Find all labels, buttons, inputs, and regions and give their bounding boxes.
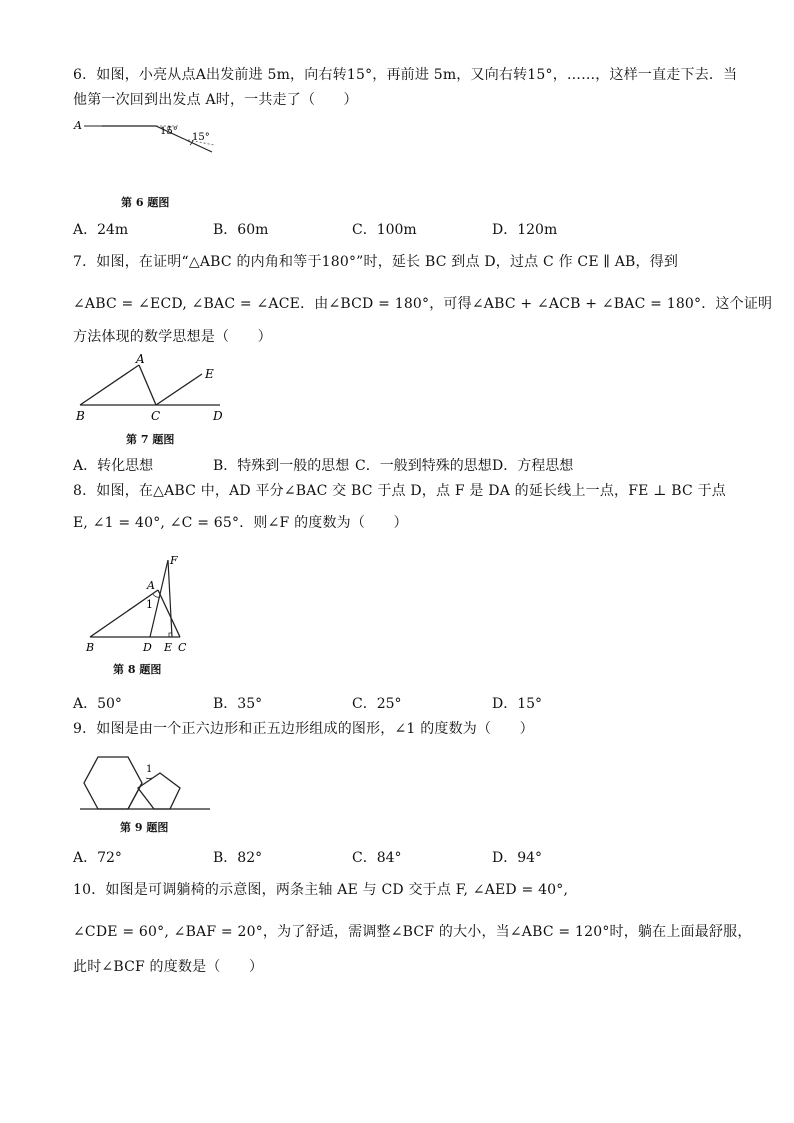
q9-option-b: B．82° <box>213 850 263 866</box>
q9-label-1: 1 <box>146 764 153 775</box>
q8-option-a: A．50° <box>73 696 122 712</box>
q6-line-1: 6．如图，小亮从点A出发前进 5m，向右转15°，再前进 5m，又向右转15°，……，这样一直走下去．当 <box>73 67 738 83</box>
q7-label-b: B <box>76 409 85 423</box>
q8-label-a: A <box>147 579 155 592</box>
q7-label-c: C <box>151 409 161 423</box>
q6-option-a: A．24m <box>73 222 129 238</box>
q6-label-a: A <box>74 119 82 132</box>
q10-line-3: 此时∠BCF 的度数是（ ） <box>73 959 264 975</box>
q9-option-c: C．84° <box>352 850 402 866</box>
q8-label-1: 1 <box>146 598 153 611</box>
q7-option-a: A．转化思想 <box>73 458 154 474</box>
q6-angle-1: 15° <box>160 126 178 137</box>
q8-option-c: C．25° <box>352 696 402 712</box>
q6-figure <box>72 114 222 164</box>
q7-label-e: E <box>205 367 214 381</box>
q7-line-1: 7．如图，在证明“△ABC 的内角和等于180°”时，延长 BC 到点 D，过点 C 作 CE ∥ AB，得到 <box>73 254 679 270</box>
q10-line-1: 10．如图是可调躺椅的示意图，两条主轴 AE 与 CD 交于点 F, ∠AED = 40°, <box>73 882 569 898</box>
q8-label-f: F <box>170 554 178 567</box>
q6-angle-2: 15° <box>192 132 210 143</box>
q8-label-b: B <box>86 641 95 652</box>
q8-option-d: D．15° <box>492 696 543 712</box>
q7-option-c: C．一般到特殊的思想 <box>355 458 492 474</box>
q7-label-a: A <box>136 352 145 366</box>
q8-line-2: E, ∠1 = 40°, ∠C = 65°．则∠F 的度数为（ ） <box>73 515 408 531</box>
q8-figure <box>80 552 200 652</box>
q8-option-b: B．35° <box>213 696 263 712</box>
q7-option-b: B．特殊到一般的思想 <box>213 458 350 474</box>
q9-option-a: A．72° <box>73 850 122 866</box>
q9-line-1: 9．如图是由一个正六边形和正五边形组成的图形，∠1 的度数为（ ） <box>73 721 534 737</box>
q8-line-1: 8．如图，在△ABC 中，AD 平分∠BAC 交 BC 于点 D，点 F 是 DA 的延长线上一点，FE ⊥ BC 于点 <box>73 483 726 499</box>
q7-line-3: 方法体现的数学思想是（ ） <box>73 329 272 345</box>
q9-figure <box>80 748 215 816</box>
q7-option-d: D．方程思想 <box>492 458 574 474</box>
q7-line-2: ∠ABC = ∠ECD, ∠BAC = ∠ACE．由∠BCD = 180°，可得∠ABC + ∠ACB + ∠BAC = 180°．这个证明 <box>73 296 773 312</box>
q6-option-b: B．60m <box>213 222 269 238</box>
q8-caption: 第 8 题图 <box>113 663 162 676</box>
q7-caption: 第 7 题图 <box>126 433 175 446</box>
q8-label-e: E <box>164 641 173 652</box>
q8-label-c: C <box>178 641 187 652</box>
q9-caption: 第 9 题图 <box>120 821 169 834</box>
q7-figure <box>72 352 232 424</box>
q7-label-d: D <box>213 409 223 423</box>
q6-line-2: 他第一次回到出发点 A时，一共走了（ ） <box>73 92 358 108</box>
q6-option-c: C．100m <box>352 222 417 238</box>
q9-option-d: D．94° <box>492 850 543 866</box>
q10-line-2: ∠CDE = 60°, ∠BAF = 20°，为了舒适，需调整∠BCF 的大小，当∠ABC = 120°时，躺在上面最舒服， <box>73 924 752 940</box>
q6-option-d: D．120m <box>492 222 558 238</box>
q8-label-d: D <box>143 641 152 652</box>
q6-caption: 第 6 题图 <box>121 196 170 209</box>
